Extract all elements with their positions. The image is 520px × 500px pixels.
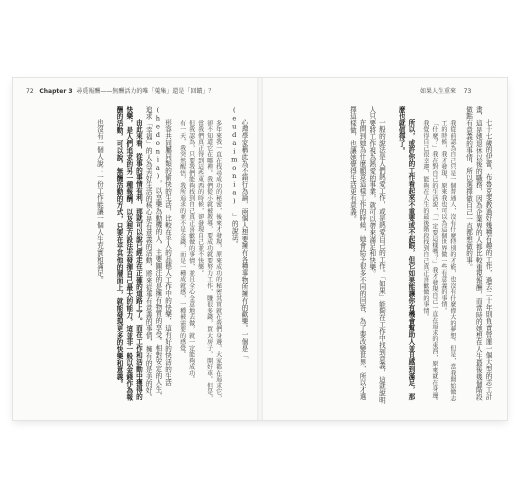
right-page-quote-block bbox=[421, 106, 457, 406]
right-page-number: 73 bbox=[463, 88, 472, 95]
chapter-label: Chapter 3 bbox=[39, 88, 73, 95]
right-page-quote-block-line-1: 我從前認為自己只是一個普通人，沒有什麼特別的才能，也沒有什麼偉大的夢想。但是，當我開始做志工的時候，我才發現，原來我也可以為這個世界做一些有意義的事情。 bbox=[439, 120, 456, 402]
left-running-head bbox=[26, 86, 214, 95]
right-running-head bbox=[420, 86, 471, 95]
right-running-title: 如果人生重來 bbox=[420, 88, 457, 95]
left-paragraph-4: 也沒有一個人說：一份工作能讓一個人生充實和滿足。 bbox=[95, 119, 104, 284]
left-paragraph-2: 形容共同屬同類的偷快的生活，比較在乎人的品德人工作中的快樂，這有好的快活的生活(hedonia)，以享樂為動機的人，主要關注的是擁有物質的享受。相對安定的人生，追求「幸福」的人為美好生活的核心是有意義的活動，將來從事有意義的事情，擁有的是美的好。 bbox=[144, 106, 172, 401]
right-paragraph-2: 所以，或許你的工作看起來不重要或不起眼，但它如果能讓你有機會幫助人並且感到滿足，那麼也就值得了。 bbox=[397, 106, 415, 401]
left-page-quote-block-line-1: 多年來我一直在找尋成功的秘密，後來才發現，原來成功的秘密其實就在我們身邊，大家都在追求它，卻不知道它在哪裡。我們從小就被教導，要成功就要努力工作，賺很多錢，買大房子，開好車。但是，當我們真正得到這些東西的時候，卻發現自己並不快樂。 bbox=[196, 120, 222, 402]
right-paragraph-3: 一般的說法是人們熱愛工作，或是熱愛自己的工作。「如果」能夠在工作中找到意義，這就說明人只要將工作視為熱愛的事業，就可以帶來滿足和快樂。 bbox=[367, 106, 386, 404]
right-paragraph-4: 在問到她為什麼願意這樣工作的時候，她會給予很多不同的回答，為了要改變世界，所以才選擇這樣做，也讓她覺得生活更有意義。 bbox=[348, 106, 367, 401]
right-page-quote-block-line-2: 「什麼？」我在對自己的生活說，「一定要這樣嗎？」我才發現自己一直在追求的東西，原來就在身邊。我覺得自己很幸運，能夠在人生的最後階段找到自己真正喜歡做的事情。 bbox=[421, 120, 438, 405]
book-gutter bbox=[257, 78, 263, 420]
left-page-main-text bbox=[26, 106, 248, 406]
left-page-quote-block-line-3: 有一天，我突然醒悟，我所追求的並不是金錢，而是一種成就感，一種被需要的感覺。 bbox=[178, 120, 186, 358]
chapter-title: 尋覓報酬——無酬活力的唯「蒐集」還是「回饋」？ bbox=[76, 88, 215, 95]
right-page-main-text bbox=[272, 106, 492, 406]
left-page-quote-block-line-2: 但我認為，只要我們能夠找到自己真正喜歡做的事情，並且全心全意地去做，就一定能夠成功。 bbox=[187, 120, 195, 383]
left-page-number: 72 bbox=[26, 88, 34, 95]
left-page-quote-block bbox=[178, 106, 223, 406]
right-paragraph-1: 七十七歲的伊蕾，布魯克斐教過好幾種有趣的工作，過去二十年則負責營運一個大型的志工計畫，這是她退休以後的職務，因為企業界的人都比較重視報酬，而當時的她想在人生最後幾個階段做點有意義的事情，所以選擇做自己一直都想做的事。 bbox=[464, 106, 492, 401]
left-paragraph-1: 心理學家稱此為不錯行為論，兩個人想要擁有各種事物所擁有的歡樂。一個是「 (eudaimonia) 」的說法。 bbox=[230, 106, 248, 359]
left-paragraph-3: 由此來看，從事的事情有利，那就可以說已經走在正確的道路上了。而在工作和活動中獲得的快樂，是人們追求的另一種報酬，以及想方設法去發揮自己最大的能力，這並非一般以金錢作為報酬的活動，可以說，無酬活動的方式，只要在乎其他的層面上，就能發現更多的快樂和意義。 bbox=[115, 106, 143, 401]
